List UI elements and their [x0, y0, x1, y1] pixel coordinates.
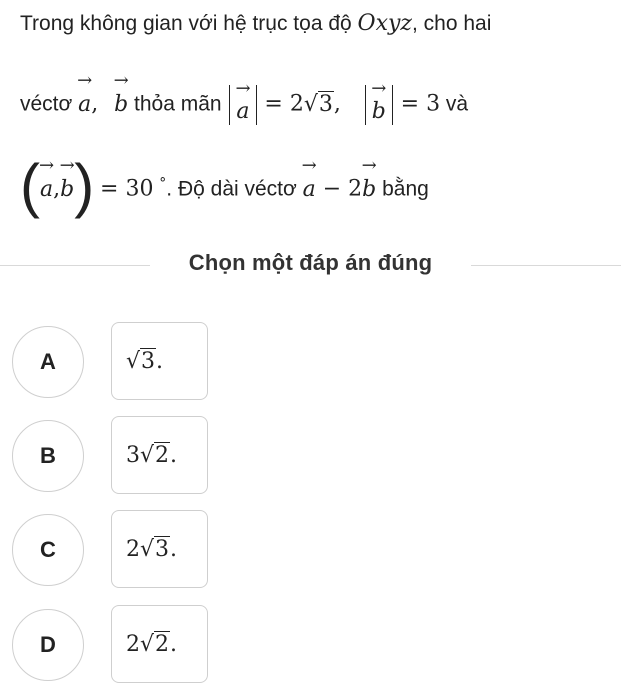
vector-letter: a: [78, 91, 92, 117]
answer-dot: .: [156, 348, 164, 374]
vector-b: [361, 154, 377, 204]
vector-a: [39, 154, 55, 204]
vector-b: [113, 69, 129, 119]
vector-arrow: →: [361, 154, 377, 176]
radicand: 3: [318, 91, 333, 117]
option-letter[interactable]: C: [12, 514, 84, 586]
vector-letter: b: [362, 176, 377, 202]
vector-arrow: →: [77, 69, 93, 91]
question-text-part: thỏa mãn: [128, 92, 228, 116]
question-line-1: [20, 10, 491, 38]
question-line-3: [20, 152, 429, 220]
vector-letter: a: [302, 176, 316, 202]
radicand: 3: [155, 536, 170, 562]
answer-value: 3√2.: [126, 442, 178, 468]
option-letter[interactable]: B: [12, 420, 84, 492]
choose-answer-prompt: Chọn một đáp án đúng: [188, 250, 433, 275]
question-line-2: [20, 69, 469, 125]
vector-letter: b: [371, 99, 386, 124]
close-paren: ): [74, 152, 95, 219]
question-text-part: véctơ: [20, 92, 79, 116]
radicand: 2: [155, 442, 170, 468]
option-letter[interactable]: A: [12, 326, 84, 398]
option-answer[interactable]: [111, 510, 208, 588]
answer-coefficient: 3: [126, 442, 140, 468]
degree-symbol: °: [159, 175, 167, 192]
option-answer[interactable]: [111, 322, 208, 400]
question-text-part: Trong không gian với hệ trục tọa độ: [20, 12, 358, 35]
vector-letter: a: [39, 176, 54, 202]
option-d[interactable]: [0, 605, 621, 685]
radicand: 3: [141, 348, 156, 374]
coordinate-system: Oxyz: [357, 11, 412, 36]
question-text-part: , cho hai: [412, 12, 492, 35]
option-answer[interactable]: [111, 416, 208, 494]
comma: ,: [53, 176, 61, 202]
angle-value: = 30: [100, 176, 154, 202]
question-text-part: và: [440, 92, 469, 116]
option-c[interactable]: [0, 510, 621, 590]
answer-dot: .: [170, 536, 178, 562]
option-a[interactable]: [0, 322, 621, 402]
open-paren: (: [20, 152, 40, 219]
radicand: 2: [155, 631, 170, 657]
vector-letter: b: [114, 91, 129, 117]
magnitude-b: [365, 78, 393, 125]
question-text-part: . Độ dài véctơ: [166, 177, 303, 201]
vector-arrow: →: [113, 69, 129, 91]
answer-value: 2√3.: [126, 536, 178, 562]
question-text-part: bằng: [376, 177, 429, 201]
vector-a: [301, 154, 317, 204]
option-b[interactable]: [0, 416, 621, 496]
equals-value: = 3: [400, 91, 441, 117]
answer-value: 2√2.: [126, 631, 178, 657]
vector-arrow: →: [235, 78, 251, 99]
vector-a: [77, 69, 93, 119]
answer-dot: .: [170, 442, 178, 468]
vector-arrow: →: [59, 154, 75, 176]
vector-b: [59, 154, 75, 204]
vector-letter: a: [236, 99, 250, 124]
sqrt-3: √3: [303, 91, 333, 117]
comma: ,: [333, 91, 341, 117]
answer-value: √3.: [126, 348, 164, 374]
answer-coefficient: 2: [126, 631, 140, 657]
vector-arrow: →: [39, 154, 55, 176]
option-letter[interactable]: D: [12, 609, 84, 681]
comma: ,: [91, 91, 99, 117]
answer-coefficient: 2: [126, 536, 140, 562]
option-answer[interactable]: [111, 605, 208, 683]
equals-value: = 2: [264, 91, 304, 117]
magnitude-a: [229, 78, 256, 125]
answer-dot: .: [170, 631, 178, 657]
vector-arrow: →: [301, 154, 317, 176]
vector-letter: b: [60, 176, 75, 202]
minus-coefficient: − 2: [315, 176, 363, 202]
vector-arrow: →: [371, 78, 387, 99]
